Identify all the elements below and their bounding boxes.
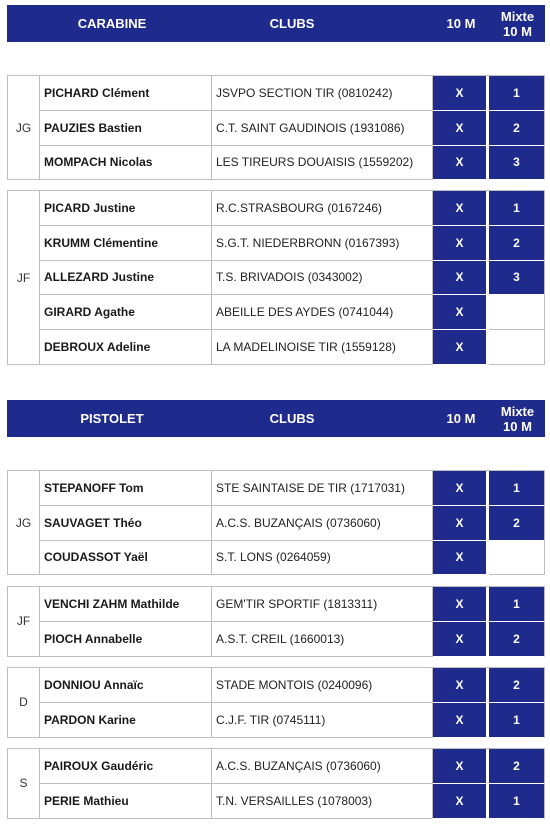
club-name: T.S. BRIVADOIS (0343002) xyxy=(212,261,433,296)
category-group xyxy=(7,748,545,819)
table-row xyxy=(40,541,545,576)
table-row xyxy=(40,471,545,506)
club-name: JSVPO SECTION TIR (0810242) xyxy=(212,76,433,111)
clubs-header: CLUBS xyxy=(269,411,315,426)
shooter-name: STEPANOFF Tom xyxy=(40,471,212,506)
shooter-name: MOMPACH Nicolas xyxy=(40,146,212,181)
category-group xyxy=(7,190,545,365)
table-row xyxy=(40,76,545,111)
club-name: C.T. SAINT GAUDINOIS (1931086) xyxy=(212,111,433,146)
ten-m-cell: X xyxy=(433,587,486,622)
category-label: JG xyxy=(7,471,40,575)
club-name: LA MADELINOISE TIR (1559128) xyxy=(212,330,433,365)
table-row xyxy=(40,784,545,819)
table-row xyxy=(40,668,545,703)
club-name: ABEILLE DES AYDES (0741044) xyxy=(212,295,433,330)
club-name: A.C.S. BUZANÇAIS (0736060) xyxy=(212,749,433,784)
club-name: STADE MONTOIS (0240096) xyxy=(212,668,433,703)
club-name: A.S.T. CREIL (1660013) xyxy=(212,622,433,657)
category-group xyxy=(7,470,545,575)
shooter-name: DONNIOU Annaïc xyxy=(40,668,212,703)
shooter-name: PAUZIES Bastien xyxy=(40,111,212,146)
club-name: STE SAINTAISE DE TIR (1717031) xyxy=(212,471,433,506)
category-label: D xyxy=(7,668,40,738)
ten-m-cell: X xyxy=(433,226,486,261)
mixte-cell: 2 xyxy=(489,506,545,541)
mixte-cell: 2 xyxy=(489,749,545,784)
table-row xyxy=(40,146,545,181)
shooter-name: VENCHI ZAHM Mathilde xyxy=(40,587,212,622)
table-row xyxy=(40,226,545,261)
ten-m-cell: X xyxy=(433,622,486,657)
shooter-name: PICARD Justine xyxy=(40,191,212,226)
mixte-cell: 1 xyxy=(489,191,545,226)
mixte-cell: 3 xyxy=(489,261,545,296)
shooter-name: GIRARD Agathe xyxy=(40,295,212,330)
category-group xyxy=(7,75,545,180)
shooter-name: COUDASSOT Yaël xyxy=(40,541,212,576)
category-label: S xyxy=(7,749,40,819)
ten-m-cell: X xyxy=(433,668,486,703)
section-header xyxy=(7,400,545,437)
category-label: JF xyxy=(7,191,40,365)
ten-m-cell: X xyxy=(433,330,486,365)
shooter-name: PAIROUX Gaudéric xyxy=(40,749,212,784)
mixte-header: Mixte 10 M xyxy=(500,8,535,39)
clubs-header: CLUBS xyxy=(269,16,315,31)
ten-m-cell: X xyxy=(433,749,486,784)
club-name: A.C.S. BUZANÇAIS (0736060) xyxy=(212,506,433,541)
mixte-cell: 1 xyxy=(489,587,545,622)
ten-m-cell: X xyxy=(433,295,486,330)
mixte-cell: 1 xyxy=(489,703,545,738)
ten-m-cell: X xyxy=(433,506,486,541)
mixte-cell: 3 xyxy=(489,146,545,181)
shooter-name: KRUMM Clémentine xyxy=(40,226,212,261)
category-label: JG xyxy=(7,76,40,180)
table-row xyxy=(40,261,545,296)
ten-m-cell: X xyxy=(433,261,486,296)
ten-m-header: 10 M xyxy=(446,16,476,31)
ten-m-header: 10 M xyxy=(446,411,476,426)
mixte-cell: 1 xyxy=(489,471,545,506)
mixte-cell: 2 xyxy=(489,622,545,657)
shooter-name: SAUVAGET Théo xyxy=(40,506,212,541)
ten-m-cell: X xyxy=(433,471,486,506)
section-header xyxy=(7,5,545,42)
mixte-cell xyxy=(489,295,545,330)
table-row xyxy=(40,111,545,146)
category-group xyxy=(7,586,545,657)
category-group xyxy=(7,667,545,738)
club-name: LES TIREURS DOUAISIS (1559202) xyxy=(212,146,433,181)
mixte-cell: 2 xyxy=(489,668,545,703)
shooter-name: PARDON Karine xyxy=(40,703,212,738)
discipline-header: CARABINE xyxy=(77,16,147,31)
mixte-cell: 2 xyxy=(489,226,545,261)
mixte-cell: 1 xyxy=(489,784,545,819)
mixte-cell xyxy=(489,541,545,576)
ten-m-cell: X xyxy=(433,703,486,738)
mixte-header: Mixte 10 M xyxy=(500,403,535,434)
shooter-name: PICHARD Clément xyxy=(40,76,212,111)
club-name: C.J.F. TIR (0745111) xyxy=(212,703,433,738)
ten-m-cell: X xyxy=(433,76,486,111)
table-row xyxy=(40,622,545,657)
ten-m-cell: X xyxy=(433,146,486,181)
table-row xyxy=(40,191,545,226)
club-name: S.G.T. NIEDERBRONN (0167393) xyxy=(212,226,433,261)
table-row xyxy=(40,330,545,365)
shooter-name: ALLEZARD Justine xyxy=(40,261,212,296)
ten-m-cell: X xyxy=(433,541,486,576)
shooter-name: PERIE Mathieu xyxy=(40,784,212,819)
category-label: JF xyxy=(7,587,40,657)
table-row xyxy=(40,587,545,622)
mixte-cell xyxy=(489,330,545,365)
discipline-header: PISTOLET xyxy=(80,411,144,426)
table-row xyxy=(40,749,545,784)
club-name: GEM'TIR SPORTIF (1813311) xyxy=(212,587,433,622)
ten-m-cell: X xyxy=(433,111,486,146)
table-row xyxy=(40,295,545,330)
mixte-cell: 2 xyxy=(489,111,545,146)
club-name: S.T. LONS (0264059) xyxy=(212,541,433,576)
shooter-name: PIOCH Annabelle xyxy=(40,622,212,657)
table-row xyxy=(40,703,545,738)
table-row xyxy=(40,506,545,541)
club-name: R.C.STRASBOURG (0167246) xyxy=(212,191,433,226)
club-name: T.N. VERSAILLES (1078003) xyxy=(212,784,433,819)
ten-m-cell: X xyxy=(433,191,486,226)
shooter-name: DEBROUX Adeline xyxy=(40,330,212,365)
ten-m-cell: X xyxy=(433,784,486,819)
mixte-cell: 1 xyxy=(489,76,545,111)
